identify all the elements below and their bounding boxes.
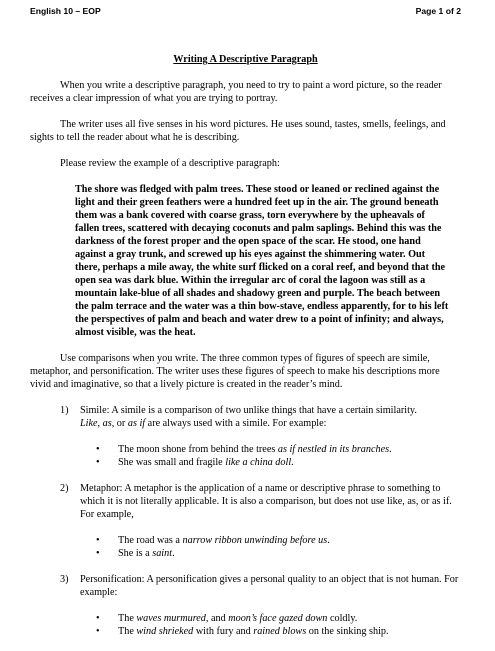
list-item: • The waves murmured, and moon’s face gazed down coldly. <box>96 613 358 624</box>
list-item: • The wind shrieked with fury and rained blows on the sinking ship. <box>96 626 389 637</box>
simile-examples <box>94 443 461 469</box>
example-paragraph: The shore was fledged with palm trees. These stood or leaned or reclined against the light and their green feathers were a hundred feet up in the air. The ground beneath them was a bank covered with coarse grass, torn everywhere by the upheavals of fallen trees, scattered with decaying coconuts and palm saplings. Behind this was the darkness of the forest proper and the open space of the scar. He stood, one hand against a gray trunk, and screwed up his eyes against the shimmering water. Out there, perhaps a mile away, the white surf flicked on a coral reef, and beyond that the open sea was dark blue. Within the irregular arc of coral the lagoon was still as a mountain lake-blue of all shades and shadowy green and purple. The beach between the palm terrace and the water was a thin bow-stave, endless apparently, for to his left the perspectives of palm and beach and water drew to a point of infinity; and always, almost visible, was the heat. <box>75 184 449 338</box>
list-item: • She is a saint. <box>96 548 175 559</box>
senses-paragraph: The writer uses all five senses in his word pictures. He uses sound, tastes, smells, feelings, and sights to tell the reader about what he is describing. <box>30 119 446 143</box>
simile-item: 1) Simile: A simile is a comparison of two unlike things that have a certain similarity. Like, as, or as if are always used with a simile. For example: <box>60 405 417 429</box>
page-number: Page 1 of 2 <box>415 6 461 16</box>
personification-definition: Personification: A personification gives a personal quality to an object that is not human. For example: <box>80 574 459 598</box>
comparisons-paragraph: Use comparisons when you write. The three common types of figures of speech are simile, metaphor, and personification. The writer uses these figures of speech to make his descriptions more vivid and imaginative, so that a lively picture is created in the reader’s mind. <box>30 353 440 390</box>
personification-item <box>60 573 461 599</box>
document-title: Writing A Descriptive Paragraph <box>173 54 318 65</box>
intro-paragraph: When you write a descriptive paragraph, you need to try to paint a word picture, so the reader receives a clear impression of what you are trying to portray. <box>30 80 442 104</box>
review-paragraph: Please review the example of a descriptive paragraph: <box>60 158 280 169</box>
simile-definition: Simile: A simile is a comparison of two unlike things that have a certain similarity. <box>80 405 417 416</box>
item-number: 2) <box>60 483 69 494</box>
list-item: • The road was a narrow ribbon unwinding before us. <box>96 535 330 546</box>
document-body <box>30 53 461 651</box>
course-label: English 10 – EOP <box>30 6 101 16</box>
metaphor-definition: Metaphor: A metaphor is the application of a name or descriptive phrase to something to which it is not literally applicable. It is also a comparison, but does not use like, as, or as if. For example, <box>80 483 452 520</box>
item-number: 3) <box>60 574 69 585</box>
metaphor-item <box>60 482 461 521</box>
list-item: • She was small and fragile like a china doll. <box>96 457 294 468</box>
personification-examples <box>94 612 461 638</box>
list-item: • The moon shone from behind the trees as if nestled in its branches. <box>96 444 392 455</box>
metaphor-examples <box>94 534 461 560</box>
item-number: 1) <box>60 405 69 416</box>
